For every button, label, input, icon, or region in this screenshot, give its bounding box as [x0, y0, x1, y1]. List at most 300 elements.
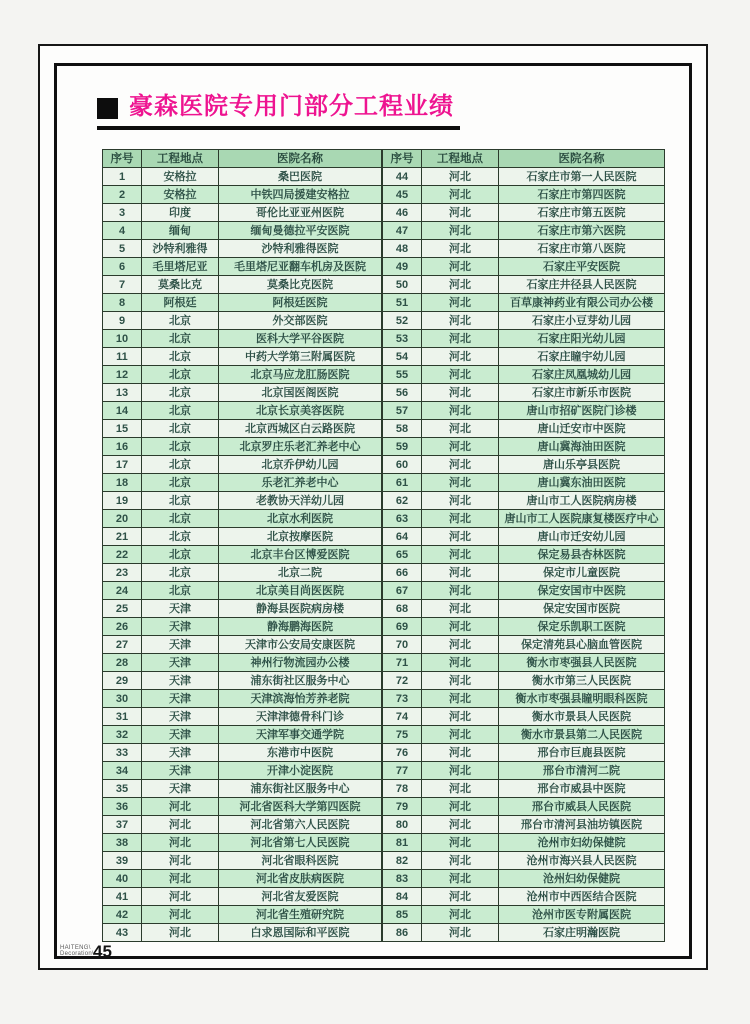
row-number-cell: 19	[103, 492, 142, 510]
column-header-no: 序号	[383, 150, 422, 168]
hospital-name-cell: 石家庄市新乐市医院	[499, 384, 665, 402]
project-location-cell: 北京	[142, 582, 219, 600]
row-number-cell: 13	[103, 384, 142, 402]
project-location-cell: 北京	[142, 528, 219, 546]
project-location-cell: 天津	[142, 600, 219, 618]
project-location-cell: 北京	[142, 438, 219, 456]
table-row	[383, 312, 665, 330]
project-location-cell: 河北	[142, 852, 219, 870]
hospital-name-cell: 石家庄阳光幼儿园	[499, 330, 665, 348]
hospital-name-cell: 石家庄市第一人民医院	[499, 168, 665, 186]
row-number-cell: 28	[103, 654, 142, 672]
table-row	[383, 258, 665, 276]
project-location-cell: 沙特利雅得	[142, 240, 219, 258]
table-row	[383, 654, 665, 672]
table-row	[103, 924, 382, 942]
hospital-name-cell: 老教协天洋幼儿园	[219, 492, 382, 510]
row-number-cell: 86	[383, 924, 422, 942]
project-location-cell: 北京	[142, 564, 219, 582]
hospital-name-cell: 沧州市医专附属医院	[499, 906, 665, 924]
row-number-cell: 84	[383, 888, 422, 906]
table-row	[103, 510, 382, 528]
project-location-cell: 河北	[422, 600, 499, 618]
page-content	[57, 66, 689, 961]
project-location-cell: 天津	[142, 780, 219, 798]
hospital-name-cell: 天津军事交通学院	[219, 726, 382, 744]
table-row	[383, 690, 665, 708]
project-location-cell: 河北	[422, 186, 499, 204]
row-number-cell: 3	[103, 204, 142, 222]
table-row	[383, 672, 665, 690]
row-number-cell: 38	[103, 834, 142, 852]
project-location-cell: 北京	[142, 402, 219, 420]
project-location-cell: 河北	[422, 384, 499, 402]
project-location-cell: 河北	[422, 618, 499, 636]
hospital-name-cell: 沙特利雅得医院	[219, 240, 382, 258]
achievements-table-left	[102, 149, 382, 942]
project-location-cell: 天津	[142, 708, 219, 726]
hospital-name-cell: 天津滨海怡芳养老院	[219, 690, 382, 708]
table-row	[383, 510, 665, 528]
table-row	[383, 564, 665, 582]
hospital-name-cell: 衡水市第三人民医院	[499, 672, 665, 690]
project-location-cell: 北京	[142, 384, 219, 402]
table-row	[383, 906, 665, 924]
hospital-name-cell: 天津市公安局安康医院	[219, 636, 382, 654]
table-row	[383, 204, 665, 222]
hospital-name-cell: 北京罗庄乐老汇养老中心	[219, 438, 382, 456]
row-number-cell: 2	[103, 186, 142, 204]
row-number-cell: 83	[383, 870, 422, 888]
row-number-cell: 12	[103, 366, 142, 384]
row-number-cell: 63	[383, 510, 422, 528]
hospital-name-cell: 北京水利医院	[219, 510, 382, 528]
hospital-name-cell: 北京长京美容医院	[219, 402, 382, 420]
row-number-cell: 32	[103, 726, 142, 744]
hospital-name-cell: 唐山迁安市中医院	[499, 420, 665, 438]
table-row	[383, 762, 665, 780]
hospital-name-cell: 石家庄市第八医院	[499, 240, 665, 258]
table-row	[103, 168, 382, 186]
brand-logo	[60, 945, 94, 957]
table-row	[103, 870, 382, 888]
hospital-name-cell: 天津津德骨科门诊	[219, 708, 382, 726]
hospital-name-cell: 唐山市工人医院病房楼	[499, 492, 665, 510]
row-number-cell: 74	[383, 708, 422, 726]
project-location-cell: 毛里塔尼亚	[142, 258, 219, 276]
column-header-no: 序号	[103, 150, 142, 168]
hospital-name-cell: 石家庄平安医院	[499, 258, 665, 276]
hospital-name-cell: 静海鹏海医院	[219, 618, 382, 636]
project-location-cell: 河北	[422, 834, 499, 852]
table-row	[103, 582, 382, 600]
project-location-cell: 河北	[142, 924, 219, 942]
table-row	[383, 330, 665, 348]
project-location-cell: 河北	[422, 672, 499, 690]
row-number-cell: 37	[103, 816, 142, 834]
row-number-cell: 11	[103, 348, 142, 366]
table-row	[103, 780, 382, 798]
row-number-cell: 42	[103, 906, 142, 924]
row-number-cell: 61	[383, 474, 422, 492]
column-header-location: 工程地点	[422, 150, 499, 168]
hospital-name-cell: 阿根廷医院	[219, 294, 382, 312]
hospital-name-cell: 邢台市威县人民医院	[499, 798, 665, 816]
title-bullet-square	[97, 98, 118, 119]
hospital-name-cell: 沧州市海兴县人民医院	[499, 852, 665, 870]
row-number-cell: 71	[383, 654, 422, 672]
hospital-name-cell: 石家庄小豆芽幼儿园	[499, 312, 665, 330]
project-location-cell: 河北	[422, 312, 499, 330]
table-row	[103, 888, 382, 906]
row-number-cell: 66	[383, 564, 422, 582]
row-number-cell: 34	[103, 762, 142, 780]
row-number-cell: 54	[383, 348, 422, 366]
hospital-name-cell: 开津小淀医院	[219, 762, 382, 780]
table-row	[103, 474, 382, 492]
row-number-cell: 65	[383, 546, 422, 564]
project-location-cell: 河北	[422, 330, 499, 348]
project-location-cell: 天津	[142, 690, 219, 708]
table-row	[383, 888, 665, 906]
project-location-cell: 安格拉	[142, 168, 219, 186]
row-number-cell: 22	[103, 546, 142, 564]
row-number-cell: 41	[103, 888, 142, 906]
hospital-name-cell: 衡水市枣强县瞳明眼科医院	[499, 690, 665, 708]
table-row	[383, 402, 665, 420]
project-location-cell: 河北	[142, 798, 219, 816]
project-location-cell: 河北	[422, 474, 499, 492]
hospital-name-cell: 沧州市中西医结合医院	[499, 888, 665, 906]
hospital-name-cell: 邢台市威县中医院	[499, 780, 665, 798]
hospital-name-cell: 唐山冀海油田医院	[499, 438, 665, 456]
hospital-name-cell: 沧州妇幼保健院	[499, 870, 665, 888]
row-number-cell: 36	[103, 798, 142, 816]
project-location-cell: 北京	[142, 492, 219, 510]
project-location-cell: 河北	[422, 654, 499, 672]
hospital-name-cell: 石家庄凤凰城幼儿园	[499, 366, 665, 384]
table-row	[103, 384, 382, 402]
hospital-name-cell: 神州行物流园办公楼	[219, 654, 382, 672]
project-location-cell: 河北	[422, 204, 499, 222]
hospital-name-cell: 北京国医阁医院	[219, 384, 382, 402]
table-row	[383, 600, 665, 618]
table-row	[103, 420, 382, 438]
project-location-cell: 天津	[142, 744, 219, 762]
hospital-name-cell: 唐山市招矿医院门诊楼	[499, 402, 665, 420]
hospital-name-cell: 衡水市枣强县人民医院	[499, 654, 665, 672]
table-row	[383, 276, 665, 294]
row-number-cell: 52	[383, 312, 422, 330]
row-number-cell: 45	[383, 186, 422, 204]
table-row	[103, 834, 382, 852]
table-header-row	[103, 150, 382, 168]
hospital-name-cell: 北京按摩医院	[219, 528, 382, 546]
hospital-name-cell: 静海县医院病房楼	[219, 600, 382, 618]
row-number-cell: 1	[103, 168, 142, 186]
hospital-name-cell: 保定安国市中医院	[499, 582, 665, 600]
row-number-cell: 7	[103, 276, 142, 294]
row-number-cell: 26	[103, 618, 142, 636]
hospital-name-cell: 哥伦比亚亚州医院	[219, 204, 382, 222]
hospital-name-cell: 河北省皮肤病医院	[219, 870, 382, 888]
column-header-location: 工程地点	[142, 150, 219, 168]
project-location-cell: 河北	[422, 348, 499, 366]
table-row	[383, 186, 665, 204]
hospital-name-cell: 石家庄瞳宇幼儿园	[499, 348, 665, 366]
table-row	[383, 708, 665, 726]
table-row	[383, 456, 665, 474]
project-location-cell: 河北	[422, 168, 499, 186]
hospital-name-cell: 桑巴医院	[219, 168, 382, 186]
table-row	[383, 852, 665, 870]
project-location-cell: 河北	[422, 402, 499, 420]
project-location-cell: 北京	[142, 312, 219, 330]
row-number-cell: 51	[383, 294, 422, 312]
hospital-name-cell: 河北省友爱医院	[219, 888, 382, 906]
project-location-cell: 天津	[142, 726, 219, 744]
table-row	[103, 546, 382, 564]
hospital-name-cell: 唐山乐亭县医院	[499, 456, 665, 474]
table-row	[383, 798, 665, 816]
row-number-cell: 58	[383, 420, 422, 438]
column-header-hospital: 医院名称	[219, 150, 382, 168]
row-number-cell: 85	[383, 906, 422, 924]
project-location-cell: 河北	[422, 420, 499, 438]
row-number-cell: 24	[103, 582, 142, 600]
project-location-cell: 河北	[422, 492, 499, 510]
hospital-name-cell: 毛里塔尼亚翻车机房及医院	[219, 258, 382, 276]
table-row	[103, 222, 382, 240]
table-row	[383, 726, 665, 744]
hospital-name-cell: 邢台市巨鹿县医院	[499, 744, 665, 762]
row-number-cell: 44	[383, 168, 422, 186]
table-row	[383, 474, 665, 492]
table-row	[383, 870, 665, 888]
table-row	[383, 816, 665, 834]
achievements-table-right	[382, 149, 665, 942]
project-location-cell: 河北	[422, 294, 499, 312]
hospital-name-cell: 河北省生殖研究院	[219, 906, 382, 924]
hospital-name-cell: 石家庄市第四医院	[499, 186, 665, 204]
inner-border-frame	[54, 63, 692, 959]
project-location-cell: 缅甸	[142, 222, 219, 240]
table-row	[103, 690, 382, 708]
row-number-cell: 78	[383, 780, 422, 798]
table-row	[383, 546, 665, 564]
table-row	[383, 528, 665, 546]
table-row	[103, 726, 382, 744]
row-number-cell: 8	[103, 294, 142, 312]
hospital-name-cell: 中药大学第三附属医院	[219, 348, 382, 366]
row-number-cell: 9	[103, 312, 142, 330]
table-row	[103, 276, 382, 294]
table-row	[103, 330, 382, 348]
table-row	[383, 384, 665, 402]
project-location-cell: 河北	[422, 222, 499, 240]
hospital-name-cell: 百草康神药业有限公司办公楼	[499, 294, 665, 312]
row-number-cell: 10	[103, 330, 142, 348]
hospital-name-cell: 保定乐凯职工医院	[499, 618, 665, 636]
table-row	[103, 798, 382, 816]
outer-border-frame	[38, 44, 708, 970]
table-row	[103, 312, 382, 330]
hospital-name-cell: 北京乔伊幼儿园	[219, 456, 382, 474]
table-body-left	[103, 168, 382, 942]
achievements-tables	[102, 149, 665, 942]
row-number-cell: 56	[383, 384, 422, 402]
project-location-cell: 河北	[422, 762, 499, 780]
table-row	[383, 366, 665, 384]
project-location-cell: 河北	[142, 888, 219, 906]
table-row	[383, 222, 665, 240]
table-row	[103, 258, 382, 276]
project-location-cell: 河北	[422, 582, 499, 600]
project-location-cell: 河北	[422, 438, 499, 456]
hospital-name-cell: 缅甸曼德拉平安医院	[219, 222, 382, 240]
hospital-name-cell: 石家庄市第五医院	[499, 204, 665, 222]
row-number-cell: 73	[383, 690, 422, 708]
table-row	[103, 906, 382, 924]
row-number-cell: 27	[103, 636, 142, 654]
hospital-name-cell: 北京西城区白云路医院	[219, 420, 382, 438]
table-row	[103, 618, 382, 636]
row-number-cell: 50	[383, 276, 422, 294]
table-row	[383, 780, 665, 798]
brand-line1: HAITENG\	[60, 945, 91, 951]
row-number-cell: 68	[383, 600, 422, 618]
project-location-cell: 河北	[422, 780, 499, 798]
hospital-name-cell: 保定安国市医院	[499, 600, 665, 618]
table-row	[383, 438, 665, 456]
project-location-cell: 天津	[142, 762, 219, 780]
hospital-name-cell: 乐老汇养老中心	[219, 474, 382, 492]
hospital-name-cell: 保定易县杏林医院	[499, 546, 665, 564]
project-location-cell: 河北	[142, 870, 219, 888]
project-location-cell: 北京	[142, 456, 219, 474]
hospital-name-cell: 保定市儿童医院	[499, 564, 665, 582]
project-location-cell: 北京	[142, 348, 219, 366]
project-location-cell: 河北	[422, 852, 499, 870]
table-row	[103, 240, 382, 258]
row-number-cell: 21	[103, 528, 142, 546]
project-location-cell: 河北	[422, 636, 499, 654]
project-location-cell: 河北	[422, 546, 499, 564]
project-location-cell: 阿根廷	[142, 294, 219, 312]
hospital-name-cell: 医科大学平谷医院	[219, 330, 382, 348]
table-row	[103, 456, 382, 474]
row-number-cell: 30	[103, 690, 142, 708]
hospital-name-cell: 河北省医科大学第四医院	[219, 798, 382, 816]
row-number-cell: 69	[383, 618, 422, 636]
table-row	[383, 636, 665, 654]
table-row	[103, 762, 382, 780]
hospital-name-cell: 沧州市妇幼保健院	[499, 834, 665, 852]
row-number-cell: 23	[103, 564, 142, 582]
row-number-cell: 6	[103, 258, 142, 276]
hospital-name-cell: 白求恩国际和平医院	[219, 924, 382, 942]
project-location-cell: 北京	[142, 366, 219, 384]
project-location-cell: 河北	[422, 816, 499, 834]
project-location-cell: 河北	[142, 834, 219, 852]
table-row	[383, 240, 665, 258]
hospital-name-cell: 河北省第七人民医院	[219, 834, 382, 852]
footer	[60, 944, 112, 959]
row-number-cell: 81	[383, 834, 422, 852]
project-location-cell: 河北	[422, 690, 499, 708]
project-location-cell: 印度	[142, 204, 219, 222]
table-row	[103, 366, 382, 384]
hospital-name-cell: 中铁四局援建安格拉	[219, 186, 382, 204]
table-row	[383, 924, 665, 942]
row-number-cell: 35	[103, 780, 142, 798]
page-title-block	[97, 94, 460, 130]
row-number-cell: 76	[383, 744, 422, 762]
hospital-name-cell: 浦东街社区服务中心	[219, 672, 382, 690]
hospital-name-cell: 唐山冀东油田医院	[499, 474, 665, 492]
table-row	[103, 294, 382, 312]
project-location-cell: 河北	[422, 258, 499, 276]
project-location-cell: 河北	[422, 366, 499, 384]
row-number-cell: 39	[103, 852, 142, 870]
table-row	[103, 744, 382, 762]
project-location-cell: 北京	[142, 474, 219, 492]
row-number-cell: 79	[383, 798, 422, 816]
hospital-name-cell: 莫桑比克医院	[219, 276, 382, 294]
table-header-row	[383, 150, 665, 168]
row-number-cell: 25	[103, 600, 142, 618]
row-number-cell: 72	[383, 672, 422, 690]
table-row	[103, 708, 382, 726]
project-location-cell: 河北	[422, 456, 499, 474]
row-number-cell: 15	[103, 420, 142, 438]
page-title: 豪森医院专用门部分工程业绩	[129, 93, 454, 120]
row-number-cell: 14	[103, 402, 142, 420]
table-row	[103, 600, 382, 618]
row-number-cell: 43	[103, 924, 142, 942]
table-row	[383, 744, 665, 762]
row-number-cell: 46	[383, 204, 422, 222]
table-row	[383, 294, 665, 312]
table-row	[103, 528, 382, 546]
project-location-cell: 安格拉	[142, 186, 219, 204]
row-number-cell: 57	[383, 402, 422, 420]
row-number-cell: 5	[103, 240, 142, 258]
hospital-name-cell: 东港市中医院	[219, 744, 382, 762]
project-location-cell: 河北	[422, 528, 499, 546]
table-row	[103, 402, 382, 420]
row-number-cell: 80	[383, 816, 422, 834]
table-row	[103, 672, 382, 690]
hospital-name-cell: 邢台市清河县油坊镇医院	[499, 816, 665, 834]
row-number-cell: 60	[383, 456, 422, 474]
column-header-hospital: 医院名称	[499, 150, 665, 168]
project-location-cell: 北京	[142, 330, 219, 348]
project-location-cell: 河北	[422, 276, 499, 294]
table-row	[103, 204, 382, 222]
table-row	[103, 348, 382, 366]
hospital-name-cell: 北京美目尚医医院	[219, 582, 382, 600]
table-row	[103, 438, 382, 456]
project-location-cell: 莫桑比克	[142, 276, 219, 294]
brand-line2: Decoration\	[60, 951, 94, 957]
table-row	[383, 168, 665, 186]
project-location-cell: 北京	[142, 510, 219, 528]
project-location-cell: 河北	[422, 240, 499, 258]
row-number-cell: 82	[383, 852, 422, 870]
project-location-cell: 河北	[422, 870, 499, 888]
table-row	[103, 816, 382, 834]
